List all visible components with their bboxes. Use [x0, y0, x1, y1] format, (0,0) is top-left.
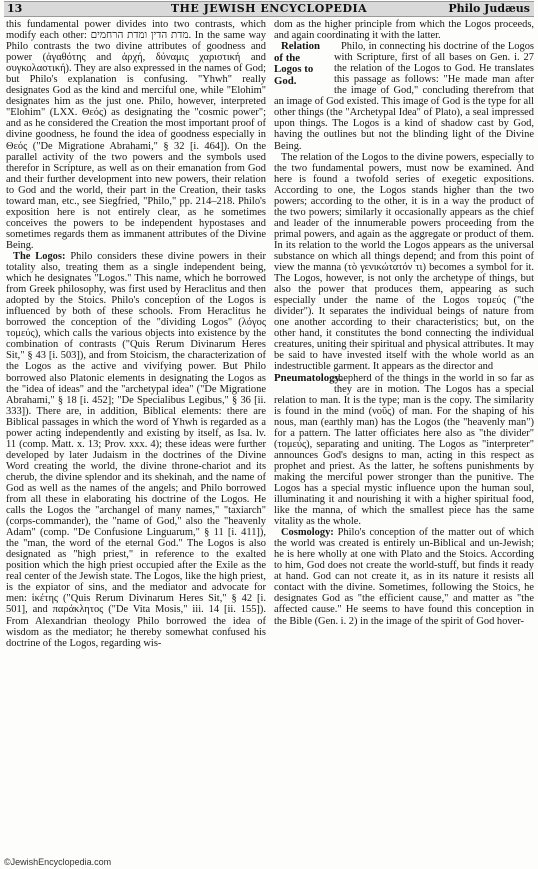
running-header: [4, 1, 534, 17]
run-in-heading: Cosmology:: [281, 527, 334, 539]
paragraph-text: Philo's conception of the matter out of which the world was created is entirely un-Biblical and un-Jewish; he is here wholly at one with Plato and the Stoics. According to him, God does not create the world-stuff, but finds it ready at hand. God can not create it, as in its nature it resists all contact with the divine. Sometimes, following the Stoics, he designates God as "the efficient cause," and matter as "the affected cause." He seems to have found this conception in the Bible (Gen. i. 2) in the image of the spirit of God hover-: [274, 527, 534, 627]
paragraph-text: The relation of the Logos to the divine powers, especially to the two fundamental powers, must now be examined. And here is found a twofold series of exegetic expositions. According to one, the Logos stands higher than the two powers; according to the other, it is in a way the product of the two powers; similarly it occasionally appears as the chief and leader of the innumerable powers proceeding from the primal powers, and again as the aggregate or product of them. In its relation to the world the Logos appears as the universal substance on which all things depend; and from this point of view the manna (τὸ γενικώτατόν τι) becomes a symbol for it. The Logos, however, is not only the archetype of things, but also the power that produces them, appearing as such especially under the name of the Logos τομεύς ("the divider"). It separates the individual beings of nature from one another according to their characteristics; but, on the other hand, it constitutes the bond connecting the individual creatures, uniting their spiritual and physical attributes. It may be said to have invested itself with the whole world as an indestructible garment. It appears as the director and: [274, 151, 534, 373]
right-column: [274, 19, 534, 855]
section-title: Philo Judæus: [448, 2, 530, 15]
paragraph-text: dom as the higher principle from which the Logos proceeds, and again coordinating it with the latter.: [274, 19, 534, 42]
paragraph: [274, 19, 534, 41]
paragraph: [274, 373, 534, 528]
run-in-heading: The Logos:: [13, 250, 66, 262]
paragraph-text: Philo, in connecting his doctrine of the Logos with Scripture, first of all bases on Gen. i. 27 the relation of the Logos to God. He translates this passage as follows: "He made man after the image of God," concluding therefrom that an image of God existed. This image of God is the type for all other things (the "Archetypal Idea" of Plato), a seal impressed upon things. The Logos is a kind of shadow cast by God, having the outlines but not the blinding light of the Divine Being.: [274, 41, 534, 152]
running-title: THE JEWISH ENCYCLOPEDIA: [170, 2, 368, 15]
side-heading: Relation of the Logos to God.: [274, 40, 320, 87]
paragraph: [6, 19, 266, 251]
paragraph-text: Philo considers these divine powers in their totality also, treating them as a single independent being, which he designates "Logos." This name, which he borrowed from Greek philosophy, was first used by Heraclitus and then adopted by the Stoics. Philo's conception of the Logos is influenced by both of these schools. From Heraclitus he borrowed the conception of the "dividing Logos" (λόγος τομεύς), which calls the various objects into existence by the combination of contrasts ("Quis Rerum Divinarum Heres Sit," § 43 [i. 503]), and from Stoicism, the characterization of the Logos as the active and vivifying power. But Philo borrowed also Platonic elements in designating the Logos as the "idea of ideas" and the "archetypal idea" ("De Migratione Abrahami," § 18 [i. 452]; "De Specialibus Legibus," § 36 [ii. 333]). There are, in addition, Biblical elements: there are Biblical passages in which the word of Yhwh is regarded as a power acting independently and existing by itself, as Isa. lv. 11 (comp. Matt. x. 13; Prov. xxx. 4); these ideas were further developed by later Judaism in the doctrines of the Divine Word creating the world, the divine throne-chariot and its cherub, the divine splendor and its shekinah, and the name of God as well as the names of the angels; and Philo borrowed from all these in elaborating his doctrine of the Logos. He calls the Logos the "archangel of many names," "taxiarch" (corps-commander), the "name of God," also the "heavenly Adam" (comp. "De Confusione Linguarum," § 11 [i. 411]), the "man, the word of the eternal God." The Logos is also designated as "high priest," in reference to the exalted position which the high priest occupied after the Exile as the real center of the Jewish state. The Logos, like the high priest, is the expiator of sins, and the mediator and advocate for men: ἱκέτης ("Quis Rerum Divinarum Heres Sit," § 42 [i. 501], and παράκλητος ("De Vita Mosis," iii. 14 [ii. 155]). From Alexandrian theology Philo borrowed the idea of wisdom as the mediator; he thereby somewhat confused his doctrine of the Logos, regarding wis-: [6, 250, 266, 649]
page-number: 13: [7, 2, 23, 15]
paragraph-text: shepherd of the things in the world in so far as they are in motion. The Logos has a special relation to man. It is the type; man is the copy. The similarity is found in the mind (νοῦς) of man. For the shaping of his nous, man (earthly man) has the Logos (the "heavenly man") for a pattern. The latter officiates here also as "the divider" (τομεύς), separating and uniting. The Logos as "interpreter" announces God's designs to man, acting in this respect as prophet and priest. As the latter, he softens punishments by making the merciful power stronger than the punitive. The Logos has a special mystic influence upon the human soul, illuminating it and nourishing it with a higher spiritual food, like the manna, of which the smallest piece has the same vitality as the whole.: [274, 372, 534, 528]
paragraph: [274, 41, 534, 151]
site-watermark[interactable]: ©JewishEncyclopedia.com: [4, 857, 112, 867]
paragraph: [6, 251, 266, 649]
paragraph: [274, 527, 534, 626]
paragraph: [274, 152, 534, 373]
left-column: [6, 19, 266, 855]
paragraph-text: this fundamental power divides into two contrasts, which modify each other: מדת הדין ומדת הרחמים. In the same way Philo contrasts the two divine attributes of goodness and power (ἀγαθότης and ἀρχή, δύναμις χαριστική and συγκολαστική). They are also expressed in the names of God; but Philo's explanation is confusing. "Yhwh" really designates God as the kind and merciful one, while "Elohim" designates him as the just one. Philo, however, interpreted "Elohim" (LXX. Θεός) as designating the "cosmic power"; and as he considered the Creation the most important proof of divine goodness, he found the idea of goodness especially in Θεός ("De Migratione Abrahami," § 32 [i. 464]). On the parallel activity of the two powers and the symbols used therefor in Scripture, as well as on their emanation from God and their further development into new powers, their relation to God and the world, their part in the Creation, their tasks toward man, etc., see Siegfried, "Philo," pp. 214–218. Philo's exposition here is not entirely clear, as he sometimes conceives the powers to be independent hypostases and sometimes regards them as immanent attributes of the Divine Being.: [6, 19, 266, 251]
side-heading: Pneumatology.: [274, 371, 343, 384]
